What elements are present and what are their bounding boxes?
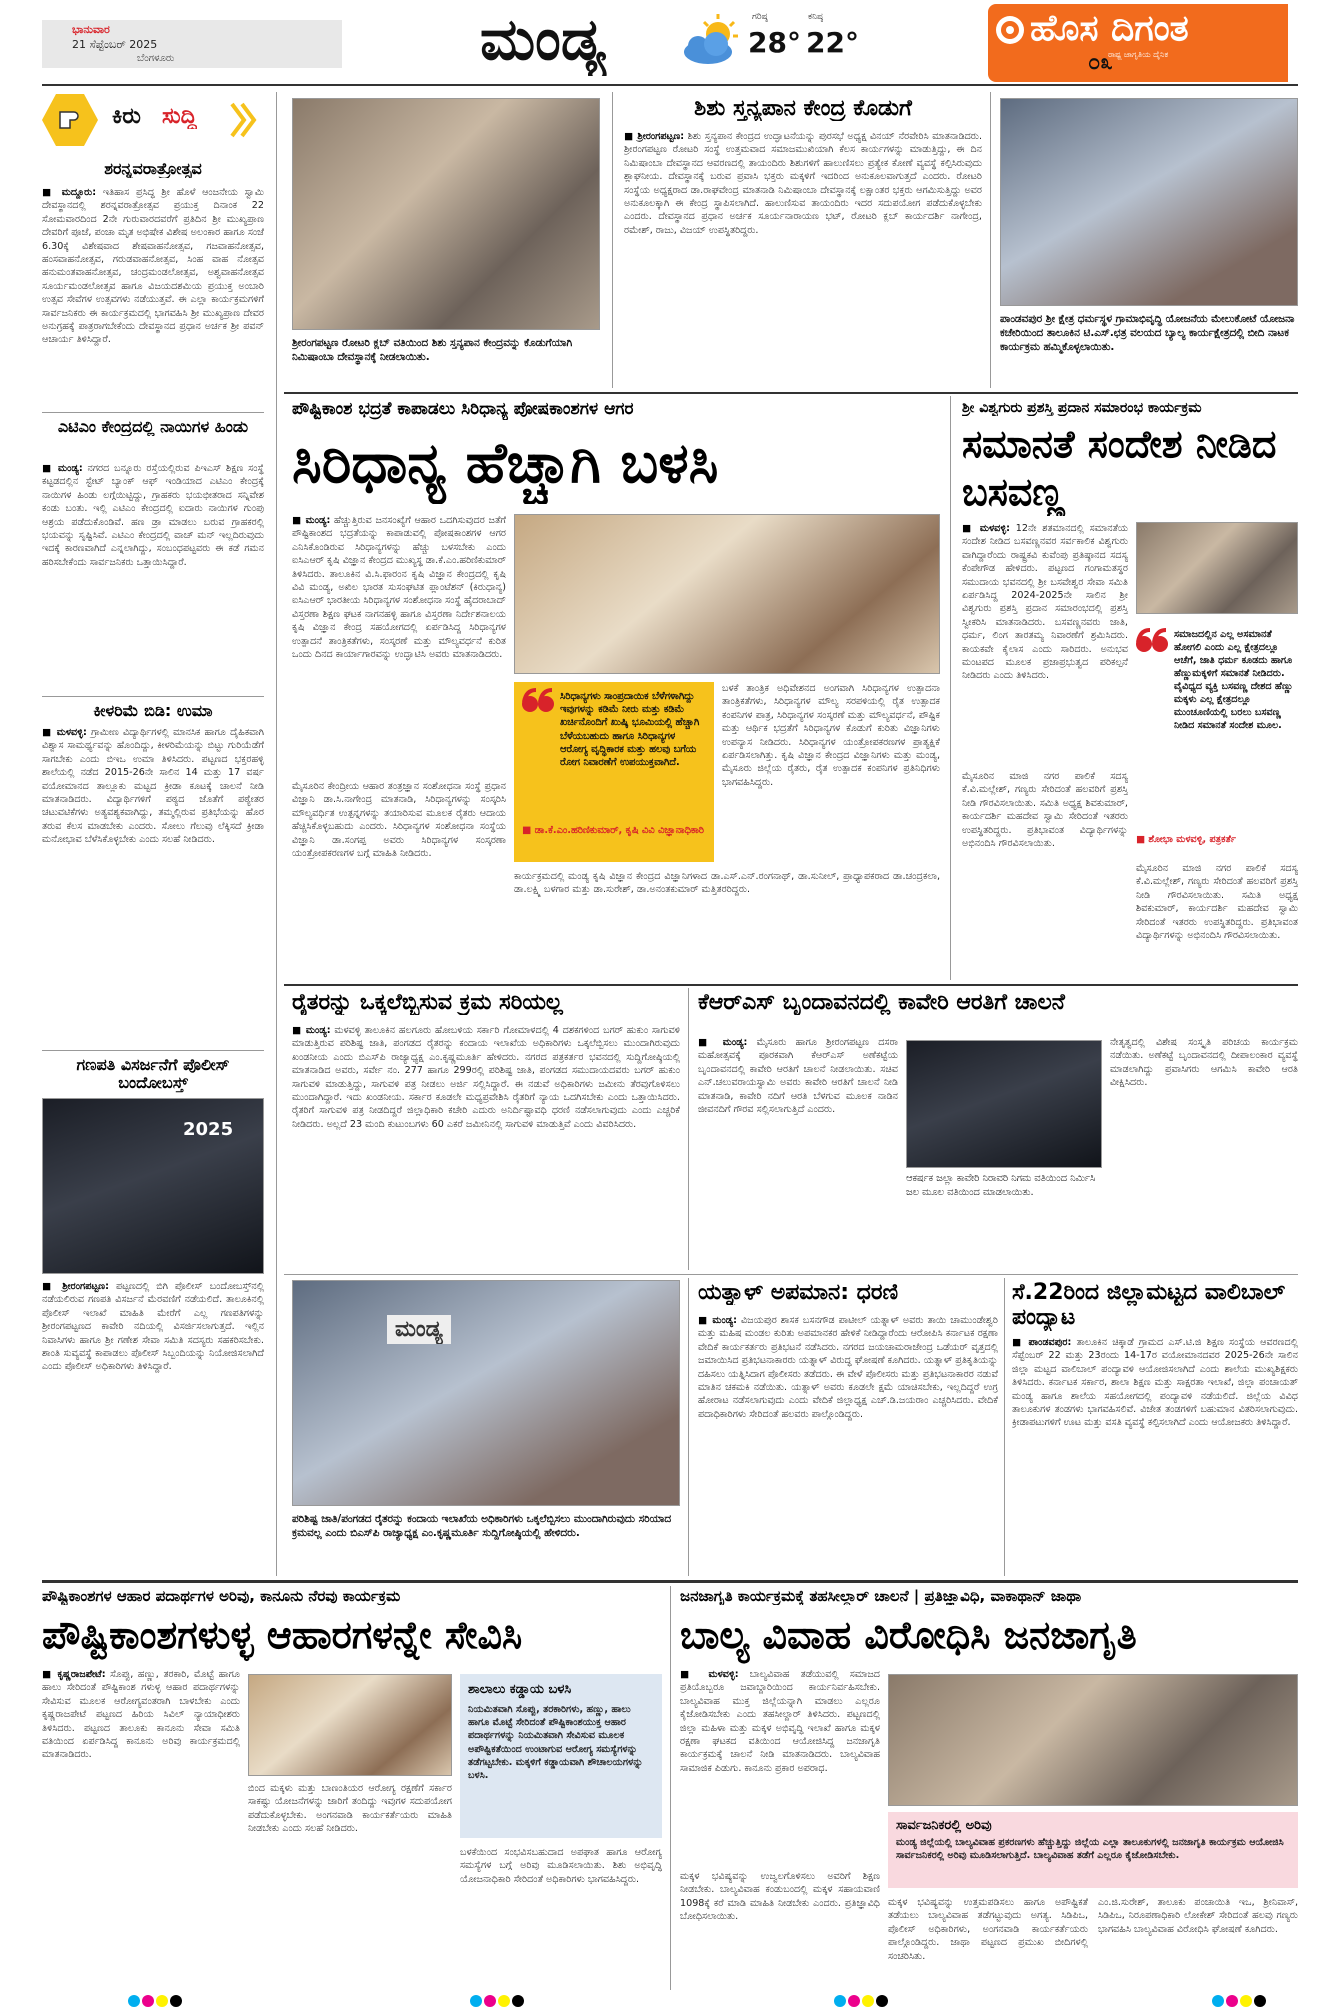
paper-tagline: ರಾಷ್ಟ್ರ ಜಾಗೃತಿಯ ದೈನಿಕ (1108, 50, 1169, 59)
ganapathi-photo-banner: 2025 (183, 1119, 234, 1140)
suddi-word: ಸುದ್ದಿ (162, 104, 197, 129)
reg-yellow (156, 1995, 168, 2007)
hand-icon (42, 92, 98, 148)
reg-cyan-4 (1212, 1995, 1224, 2007)
yatnal-body (698, 1314, 998, 1572)
yatnal-place: ■ ಮಂಡ್ಯ: (698, 1315, 737, 1326)
poushtika-place: ■ ಕೃಷ್ಣರಾಜಪೇಟೆ: (42, 1669, 106, 1680)
balya-text: ಬಾಲ್ಯವಿವಾಹ ತಡೆಯುವಲ್ಲಿ ಸಮಾಜದ ಪ್ರತಿಯೊಬ್ಬರೂ ಜವಾಬ್ದಾರಿಯಿಂದ ಕಾರ್ಯನಿರ್ವಹಿಸಬೇಕು. ಬಾಲ್ಯವಿವಾಹ ಮುಕ್ತ ಜಿಲ್ಲೆಯನ್ನಾಗಿ ಮಾಡಲು ಎಲ್ಲರೂ ಕೈಜೋಡಿಸಬೇಕು ಎಂದು ತಹಸೀಲ್ದಾರ್ ತಿಳಿಸಿದರು. ಪಟ್ಟಣದಲ್ಲಿ ಜಿಲ್ಲಾ ಮಹಿಳಾ ಮತ್ತು ಮಕ್ಕಳ ಅಭಿವೃದ್ಧಿ ಇಲಾಖೆ ಹಾಗೂ ಮಕ್ಕಳ ರಕ್ಷಣಾ ಘಟಕದ ವತಿಯಿಂದ ಆಯೋಜಿಸಿದ್ದ ಜನಜಾಗೃತಿ ಕಾರ್ಯಕ್ರಮಕ್ಕೆ ಚಾಲನೆ ನೀಡಿ ಮಾತನಾಡಿದರು. ಬಾಲ್ಯವಿವಾಹ ಸಾಮಾಜಿಕ ಪಿಡುಗು. ಕಾನೂನು ಪ್ರಕಾರ ಅಪರಾಧ. (680, 1669, 880, 1774)
krs-text: ಮೈಸೂರು ಹಾಗೂ ಶ್ರೀರಂಗಪಟ್ಟಣ ದಸರಾ ಮಹೋತ್ಸವಕ್ಕೆ ಪೂರಕವಾಗಿ ಕೆಆರ್‌ಎಸ್ ಅಣೆಕಟ್ಟೆಯ ಬೃಂದಾವನದಲ್ಲಿ ಕಾವೇರಿ ಆರತಿಗೆ ಚಾಲನೆ ನೀಡಲಾಯಿತು. ಸಚಿವ ಎನ್.ಚಲುವರಾಯಸ್ವಾಮಿ ಅವರು ಕಾವೇರಿ ಆರತಿಗೆ ಚಾಲನೆ ನೀಡಿ ಮಾತನಾಡಿ, ಕಾವೇರಿ ನದಿಗೆ ಆರತಿ ಬೆಳಗುವ ಮೂಲಕ ನಾಡಿನ ಜೀವನದಿಗೆ ಗೌರವ ಸಲ್ಲಿಸಲಾಗುತ್ತಿದೆ ಎಂದರು. (698, 1037, 898, 1116)
reg-cyan-3 (834, 1995, 846, 2007)
poushtika-text: ಸೊಪ್ಪು, ಹಣ್ಣು, ತರಕಾರಿ, ಮೊಟ್ಟೆ ಹಾಗೂ ಹಾಲು ಸೇರಿದಂತೆ ಪೌಷ್ಟಿಕಾಂಶ ಗಳುಳ್ಳ ಆಹಾರ ಪದಾರ್ಥಗಳನ್ನು ಸೇವಿಸುವ ಮೂಲಕ ಆರೋಗ್ಯವಂತರಾಗಿ ಬಾಳಬೇಕು ಎಂದು ಕೃಷ್ಣರಾಜಪೇಟೆ ಪಟ್ಟಣದ ಹಿರಿಯ ಸಿವಿಲ್ ನ್ಯಾಯಾಧೀಶರು ತಿಳಿಸಿದರು. ಪಟ್ಟಣದ ತಾಲೂಕು ಕಾನೂನು ಸೇವಾ ಸಮಿತಿ ವತಿಯಿಂದ ಏರ್ಪಡಿಸಿದ್ದ ಕಾನೂನು ಅರಿವು ಕಾರ್ಯಕ್ರಮದಲ್ಲಿ ಮಾತನಾಡಿದರು. (42, 1669, 240, 1761)
siri-quote-box (514, 682, 714, 862)
col-divider-4 (688, 988, 689, 1270)
balya-title: ಬಾಲ್ಯ ವಿವಾಹ ವಿರೋಧಿಸಿ ಜನಜಾಗೃತಿ (680, 1613, 1137, 1657)
siri-col2: ಬಳಕೆ ತಾಂತ್ರಿಕ ಅಧಿವೇಶನದ ಅಂಗವಾಗಿ ಸಿರಿಧಾನ್ಯಗಳ ಉತ್ಪಾದನಾ ತಾಂತ್ರಿಕತೆಗಳು, ಸಿರಿಧಾನ್ಯಗಳ ಮೌಲ್ಯ ಸರಪಳಿಯಲ್ಲಿ ರೈತ ಉತ್ಪಾದಕ ಕಂಪನಿಗಳ ಪಾತ್ರ, ಸಿರಿಧಾನ್ಯಗಳ ಸಂಸ್ಕರಣೆ ಮತ್ತು ಮೌಲ್ಯವರ್ಧನೆ, ಪೌಷ್ಟಿಕ ಮತ್ತು ಆರ್ಥಿಕ ಭದ್ರತೆಗೆ ಸಿರಿಧಾನ್ಯಗಳ ಕೊಡುಗೆ ಕುರಿತು ವಿಜ್ಞಾನಿಗಳು ಉಪನ್ಯಾಸ ನೀಡಿದರು. ಸಿರಿಧಾನ್ಯಗಳ ಯಂತ್ರೋಪಕರಣಗಳ ಪ್ರಾತ್ಯಕ್ಷಿಕೆ ಏರ್ಪಡಿಸಲಾಗಿತ್ತು. ಕೃಷಿ ವಿಜ್ಞಾನ ಕೇಂದ್ರದ ವಿಜ್ಞಾನಿಗಳು ಮತ್ತು ಮಂಡ್ಯ, ಮೈಸೂರು ಜಿಲ್ಲೆಯ ರೈತರು, ರೈತ ಉತ್ಪಾದಕ ಕಂಪನಿಗಳ ಪ್ರತಿನಿಧಿಗಳು ಭಾಗವಹಿಸಿದ್ದರು. (722, 683, 940, 788)
kiru-s4-place: ■ ಶ್ರೀರಂಗಪಟ್ಟಣ: (42, 1281, 109, 1292)
raitha-photo-sign: ಮಂಡ್ಯ (387, 1315, 451, 1344)
raitha-body (292, 1024, 680, 1266)
poushtika-body2: ಬಿಂದ ಮಕ್ಕಳು ಮತ್ತು ಬಾಣಂತಿಯರ ಆರೋಗ್ಯ ರಕ್ಷಣೆಗೆ ಸರ್ಕಾರ ಸಾಕಷ್ಟು ಯೋಜನೆಗಳನ್ನು ಜಾರಿಗೆ ತಂದಿದ್ದು ಇವುಗಳ ಸದುಪಯೋಗ ಪಡೆದುಕೊಳ್ಳಬೇಕು. ಅಂಗನವಾಡಿ ಕಾರ್ಯಕರ್ತೆಯರು ಮಾಹಿತಿ ನೀಡಬೇಕು ಎಂದು ಸಲಹೆ ನೀಡಿದರು. (248, 1783, 452, 1835)
kiru-s4-text: ಪಟ್ಟಣದಲ್ಲಿ ಬಿಗಿ ಪೊಲೀಸ್ ಬಂದೋಬಸ್ತ್‌ನಲ್ಲಿ ನಡೆಯಲಿರುವ ಗಣಪತಿ ವಿಸರ್ಜನೆ ಮೆರವಣಿಗೆ ನಡೆಯಲಿದೆ. ತಾಲೂಕಿನಲ್ಲಿ ಪೊಲೀಸ್ ಇಲಾಖೆ ಮಾಹಿತಿ ಮೇರೆಗೆ ಎಲ್ಲ ಗಣಪತಿಗಳನ್ನು ಶ್ರೀರಂಗಪಟ್ಟಣದ ಕಾವೇರಿ ನದಿಯಲ್ಲಿ ವಿಸರ್ಜಿಸಲಾಗುತ್ತದೆ. ಇಲ್ಲಿನ ನಿವಾಸಿಗಳು ಹಾಗೂ ಶ್ರೀ ಗಣೇಶ ಸೇವಾ ಸಮಿತಿ ಸದಸ್ಯರು ಸಹಕರಿಸಬೇಕು. ಶಾಂತಿ ಸುವ್ಯವಸ್ಥೆ ಕಾಪಾಡಲು ಪೊಲೀಸ್ ಸಿಬ್ಬಂದಿಯನ್ನು ನಿಯೋಜಿಸಲಾಗಿದೆ ಎಂದು ಪೊಲೀಸ್ ಅಧಿಕಾರಿಗಳು ತಿಳಿಸಿದ್ದಾರೆ. (42, 1281, 264, 1373)
reg-black (170, 1995, 182, 2007)
day-label: ಭಾನುವಾರ (72, 23, 110, 36)
yatnal-title: ಯತ್ನಾಳ್ ಅಪಮಾನ: ಧರಣಿ (698, 1280, 899, 1305)
min-temp-label: ಕನಿಷ್ಠ (808, 12, 824, 22)
col-divider-7 (670, 1586, 671, 1990)
rotary-photo (292, 98, 600, 330)
page-number: ೦೩ (1088, 50, 1113, 75)
reg-magenta-4 (1226, 1995, 1238, 2007)
reg-black-3 (876, 1995, 888, 2007)
kiru-s2-body (42, 462, 264, 690)
masthead (0, 0, 1339, 88)
date-label: 21 ಸೆಪ್ಟೆಂಬರ್ 2025 (72, 38, 158, 51)
row3-rule (284, 1274, 1298, 1275)
place-label: ಬೆಂಗಳೂರು (137, 53, 175, 64)
siri-quote-text: ಸಿರಿಧಾನ್ಯಗಳು ಸಾಂಪ್ರದಾಯಿಕ ಬೆಳೆಗಳಾಗಿದ್ದು ಇವುಗಳನ್ನು ಕಡಿಮೆ ನೀರು ಮತ್ತು ಕಡಿಮೆ ಖರ್ಚಿನೊಂದಿಗೆ ಖುಷ್ಕಿ ಭೂಮಿಯಲ್ಲಿ ಹೆಚ್ಚಾಗಿ ಬೆಳೆಯಬಹುದು ಹಾಗೂ ಸಿರಿಧಾನ್ಯಗಳ ಆರೋಗ್ಯ ವೃದ್ಧಿಕಾರಕ ಮತ್ತು ಹಲವು ಬಗೆಯ ರೋಗ ನಿವಾರಣೆಗೆ ಉಪಯುಕ್ತವಾಗಿದೆ. (560, 691, 700, 769)
siri-col1-text: ಹೆಚ್ಚುತ್ತಿರುವ ಜನಸಂಖ್ಯೆಗೆ ಆಹಾರ ಒದಗಿಸುವುದರ ಜತೆಗೆ ಪೌಷ್ಟಿಕಾಂಶದ ಭದ್ರತೆಯನ್ನು ಕಾಪಾಡುವಲ್ಲಿ ಪೋಷಕಾಂಶಗಳ ಆಗರ ಎನಿಸಿಕೊಂಡಿರುವ ಸಿರಿಧಾನ್ಯಗಳನ್ನು ಹೆಚ್ಚು ಬಳಸಬೇಕು ಎಂದು ಐಸಿಎಆರ್ ಕೃಷಿ ವಿಜ್ಞಾನ ಕೇಂದ್ರದ ಮುಖ್ಯಸ್ಥ ಡಾ.ಕೆ.ಎಂ.ಹರಿಣಿಕುಮಾರ್ ತಿಳಿಸಿದರು. ತಾಲೂಕಿನ ವಿ.ಸಿ.ಫಾರಂನ ಕೃಷಿ ವಿಜ್ಞಾನ ಕೇಂದ್ರದಲ್ಲಿ ಕೃಷಿ ವಿವಿ ಮಂಡ್ಯ, ಅಖಿಲ ಭಾರತ ಸುಸಂಘಟಿತ ಪ್ಲಾಂಟೆಶನ್ (ಕಿರುಧಾನ್ಯ) ಐಸಿಎಆರ್ ಭಾರತೀಯ ಸಿರಿಧಾನ್ಯಗಳ ಸಂಶೋಧನಾ ಸಂಸ್ಥೆ ಹೈದರಾಬಾದ್ ವಿಸ್ತರಣಾ ಶಿಕ್ಷಣ ಘಟಕ ನಾಗನಹಳ್ಳಿ ಹಾಗೂ ವಿಸ್ತರಣಾ ನಿರ್ದೇಶನಾಲಯ ಕೃಷಿ ವಿಜ್ಞಾನ ಕೇಂದ್ರ ಸಹಯೋಗದಲ್ಲಿ ಏರ್ಪಡಿಸಿದ್ದ ಸಿರಿಧಾನ್ಯಗಳ ಉತ್ಪಾದನೆ ತಾಂತ್ರಿಕತೆಗಳು, ಸಂಸ್ಕರಣೆ ಮತ್ತು ಮೌಲ್ಯವರ್ಧನೆ ಕುರಿತ ಒಂದು ದಿನದ ಕಾರ್ಯಾಗಾರವನ್ನು ಉದ್ಘಾಟಿಸಿ ಅವರು ಮಾತನಾಡಿದರು. (292, 515, 506, 661)
kiru-rule-2 (42, 696, 264, 697)
poushtika-kicker: ಪೌಷ್ಟಿಕಾಂಶಗಳ ಆಹಾರ ಪದಾರ್ಥಗಳ ಅರಿವು, ಕಾನೂನು ನೆರವು ಕಾರ್ಯಕ್ರಮ (42, 1588, 401, 1605)
reg-magenta-3 (848, 1995, 860, 2007)
reg-cyan (128, 1995, 140, 2007)
volley-text: ತಾಲೂಕಿನ ಚಿಕ್ಕಾಡೆ ಗ್ರಾಮದ ಎಸ್.ಟಿ.ಜಿ ಶಿಕ್ಷಣ ಸಂಸ್ಥೆಯ ಆವರಣದಲ್ಲಿ ಸೆಪ್ಟೆಂಬರ್ 22 ಮತ್ತು 23ರಂದು 14-17ರ ವಯೋಮಾನದವರ 2025-26ನೇ ಸಾಲಿನ ಜಿಲ್ಲಾ ಮಟ್ಟದ ವಾಲಿಬಾಲ್ ಪಂದ್ಯಾವಳಿ ಆಯೋಜಿಸಲಾಗಿದೆ ಎಂದು ಶಾಲೆಯ ಮುಖ್ಯಶಿಕ್ಷಕರು ತಿಳಿಸಿದರು. ಕರ್ನಾಟಕ ಸರ್ಕಾರ, ಶಾಲಾ ಶಿಕ್ಷಣ ಮತ್ತು ಸಾಕ್ಷರತಾ ಇಲಾಖೆ, ಜಿಲ್ಲಾ ಪಂಚಾಯತ್ ಮಂಡ್ಯ ಹಾಗೂ ಶಾಲೆಯ ಸಹಯೋಗದಲ್ಲಿ ಪಂದ್ಯಾವಳಿ ನಡೆಯಲಿದೆ. ಜಿಲ್ಲೆಯ ವಿವಿಧ ತಾಲೂಕುಗಳ ತಂಡಗಳು ಭಾಗವಹಿಸಲಿವೆ. ವಿಜೇತ ತಂಡಗಳಿಗೆ ಬಹುಮಾನ ವಿತರಿಸಲಾಗುವುದು. ಕ್ರೀಡಾಪಟುಗಳಿಗೆ ಊಟ ಮತ್ತು ವಸತಿ ವ್ಯವಸ್ಥೆ ಕಲ್ಪಿಸಲಾಗಿದೆ ಎಂದು ಆಯೋಜಕರು ತಿಳಿಸಿದ್ದಾರೆ. (1012, 1337, 1298, 1429)
balya-body (680, 1668, 880, 1864)
poushtika-box-body: ನಿಯಮಿತವಾಗಿ ಸೊಪ್ಪು, ತರಕಾರಿಗಳು, ಹಣ್ಣು, ಹಾಲು ಹಾಗೂ ಮೊಟ್ಟೆ ಸೇರಿದಂತೆ ಪೌಷ್ಟಿಕಾಂಶಯುಕ್ತ ಆಹಾರ ಪದಾರ್ಥಗಳನ್ನು ನಿಯಮಿತವಾಗಿ ಸೇವಿಸುವ ಮೂಲಕ ಅಪೌಷ್ಟಿಕತೆಯಿಂದ ಉಂಟಾಗುವ ಆರೋಗ್ಯ ಸಮಸ್ಯೆಗಳನ್ನು ತಡೆಗಟ್ಟಬೇಕು. ಮಕ್ಕಳಿಗೆ ಕಡ್ಡಾಯವಾಗಿ ಶೌಚಾಲಯಗಳನ್ನು ಬಳಸಿ. (468, 1704, 643, 1782)
poushtika-box (460, 1674, 662, 1838)
samanathe-place: ■ ಮಳವಳ್ಳಿ: (962, 523, 1010, 534)
krs-caption: ಆಕರ್ಷಕ ಜಲ್ಲಾ ಕಾವೇರಿ ನಿರಾವರಿ ನಿಗಮ ವತಿಯಿಂದ ನಿರ್ಮಿಸಿ ಜಲ ಮೂಲ ವತಿಯಿಂದ ಮಾಡಲಾಯಿತು. (906, 1173, 1096, 1198)
kiru-s1-body (42, 186, 264, 408)
max-temp: 28° (748, 26, 801, 59)
rotary-caption: ಶ್ರೀರಂಗಪಟ್ಟಣ ರೋಟರಿ ಕ್ಲಬ್ ವತಿಯಿಂದ ಶಿಶು ಸ್ತನ್ಯಪಾನ ಕೇಂದ್ರವನ್ನು ಕೊಡುಗೆಯಾಗಿ ನಿಮಿಷಾಂಬಾ ದೇವಸ್ಥಾನಕ್ಕೆ ನೀಡಲಾಯಿತು. (292, 337, 573, 363)
reg-cyan-2 (470, 1995, 482, 2007)
reg-yellow-3 (862, 1995, 874, 2007)
kiru-badge (42, 92, 260, 148)
kiru-rule-1 (42, 412, 264, 413)
row1-rule (284, 392, 1298, 394)
kiru-s3-place: ■ ಮಳವಳ್ಳಿ: (42, 727, 87, 738)
masthead-rule (42, 84, 1298, 86)
raitha-place: ■ ಮಂಡ್ಯ: (292, 1025, 331, 1036)
paper-name: ಹೊಸ ದಿಗಂತ (1030, 8, 1189, 49)
samanathe-kicker: ಶ್ರೀ ವಿಶ್ವಗುರು ಪ್ರಶಸ್ತಿ ಪ್ರದಾನ ಸಮಾರಂಭ ಕಾರ್ಯಕ್ರಮ (962, 400, 1202, 416)
raitha-text: ಮಳವಳ್ಳಿ ತಾಲೂಕಿನ ಹಲಗೂರು ಹೋಬಳಿಯ ಸರ್ಕಾರಿ ಗೋಮಾಳದಲ್ಲಿ 4 ದಶಕಗಳಿಂದ ಬಗರ್ ಹುಕುಂ ಸಾಗುವಳಿ ಮಾಡುತ್ತಿರುವ ಪರಿಶಿಷ್ಟ ಜಾತಿ, ಪಂಗಡದ ರೈತರನ್ನು ಕಂದಾಯ ಇಲಾಖೆಯ ಅಧಿಕಾರಿಗಳು ಒಕ್ಕಲೆಬ್ಬಿಸಲು ಮುಂದಾಗಿರುವುದು ಖಂಡನೀಯ ಎಂದು ಬಿಎಸ್‌ಪಿ ರಾಜ್ಯಾಧ್ಯಕ್ಷ ಎಂ.ಕೃಷ್ಣಮೂರ್ತಿ ಹೇಳಿದರು. ನಗರದ ಪತ್ರಕರ್ತರ ಭವನದಲ್ಲಿ ಸುದ್ದಿಗೋಷ್ಠಿಯಲ್ಲಿ ಮಾತನಾಡಿದ ಅವರು, ಸರ್ವೇ ನಂ. 277 ಹಾಗೂ 299ರಲ್ಲಿ ಪರಿಶಿಷ್ಟ ಜಾತಿ, ಪಂಗಡದ ಸಮುದಾಯದವರು ಬಗರ್ ಹುಕುಂ ಸಾಗುವಳಿ ಮಾಡುತ್ತಿದ್ದು, ಸಾಗುವಳಿ ಪತ್ರ ನೀಡಲು ಅರ್ಜಿ ಸಲ್ಲಿಸಿದ್ದಾರೆ. ಈ ನಡುವೆ ಅಧಿಕಾರಿಗಳು ಜಮೀನು ತೆರವುಗೊಳಿಸಲು ಮುಂದಾಗಿದ್ದಾರೆ. ಇದು ಖಂಡನೀಯ. ಸರ್ಕಾರ ಕೂಡಲೇ ಮಧ್ಯಪ್ರವೇಶಿಸಿ ರೈತರಿಗೆ ನ್ಯಾಯ ಒದಗಿಸಬೇಕು ಎಂದು ಒತ್ತಾಯಿಸಿದರು. ರೈತರಿಗೆ ಸಾಗುವಳಿ ಪತ್ರ ನೀಡದಿದ್ದರೆ ಜಿಲ್ಲಾಧಿಕಾರಿ ಕಚೇರಿ ಎದುರು ಅನಿರ್ದಿಷ್ಟಾವಧಿ ಧರಣಿ ನಡೆಸಲಾಗುವುದು ಎಂದು ಎಚ್ಚರಿಕೆ ನೀಡಿದರು. ಅಲ್ಲದೆ 23 ಮಂದಿ ಕುಟುಂಬಗಳು 60 ಎಕರೆ ಜಮೀನಿನಲ್ಲಿ ಸಾಗುವಳಿ ಮಾಡುತ್ತಿವೆ ಎಂದು ವಿವರಿಸಿದರು. (292, 1025, 680, 1130)
paper-logo (988, 4, 1288, 82)
col-divider-1 (612, 92, 613, 388)
samanathe-body2: ಮೈಸೂರಿನ ಮಾಜಿ ನಗರ ಪಾಲಿಕೆ ಸದಸ್ಯ ಕೆ.ವಿ.ಮಲ್ಲೇಶ್, ಗಣ್ಯರು ಸೇರಿದಂತೆ ಹಲವರಿಗೆ ಪ್ರಶಸ್ತಿ ನೀಡಿ ಗೌರವಿಸಲಾಯಿತು. ಸಮಿತಿ ಅಧ್ಯಕ್ಷ ಶಿವಕುಮಾರ್, ಕಾರ್ಯದರ್ಶಿ ಮಹದೇವ ಸ್ವಾಮಿ ಸೇರಿದಂತೆ ಇತರರು ಉಪಸ್ಥಿತರಿದ್ದರು. ಪ್ರತಿಭಾವಂತ ವಿದ್ಯಾರ್ಥಿಗಳನ್ನು ಅಭಿನಂದಿಸಿ ಗೌರವಿಸಲಾಯಿತು. (962, 771, 1128, 850)
krs-place: ■ ಮಂಡ್ಯ: (698, 1037, 748, 1048)
shishu-place: ■ ಶ್ರೀರಂಗಪಟ್ಟಣ: (624, 131, 685, 142)
siri-place: ■ ಮಂಡ್ಯ: (292, 515, 331, 526)
siri-photo (514, 514, 940, 674)
poushtika-title: ಪೌಷ್ಟಿಕಾಂಶಗಳುಳ್ಳ ಆಹಾರಗಳನ್ನೇ ಸೇವಿಸಿ (42, 1613, 523, 1657)
siri-col2b: ಕಾರ್ಯಕ್ರಮದಲ್ಲಿ ಮಂಡ್ಯ ಕೃಷಿ ವಿಜ್ಞಾನ ಕೇಂದ್ರದ ವಿಜ್ಞಾನಿಗಳಾದ ಡಾ.ಎಸ್.ಎನ್.ರಂಗನಾಥ್, ಡಾ.ಸುನೀಲ್, ಪ್ರಾಧ್ಯಾಪಕರಾದ ಡಾ.ಚಂದ್ರಕಲಾ, ಡಾ.ಲಕ್ಷ್ಮಿ ಬಳಗಾರ ಮತ್ತು ಡಾ.ಸುರೇಶ್, ಡಾ.ಅನಂತಕುಮಾರ್ ಮತ್ತಿತರರಿದ್ದರು. (514, 871, 940, 896)
samanathe-quote (1136, 622, 1298, 854)
col-divider-3 (950, 396, 951, 980)
samanathe-quote-text: ಸಮಾಜದಲ್ಲಿನ ಎಲ್ಲ ಅಸಮಾನತೆ ಹೋಗಲಿ ಎಂದು ಎಲ್ಲ ಕ್ಷೇತ್ರದಲ್ಲೂ ಆಚೆಗೆ, ಜಾತಿ ಧರ್ಮ ಕೂಡದು ಹಾಗೂ ಹೆಣ್ಣುಮಕ್ಕಳಿಗೆ ಸಮಾನತೆ ನೀಡಿದರು. ವೈವಿಧ್ಯದ ವ್ಯಕ್ತಿ ಬಸವಣ್ಣ ದೇಶದ ಹೆಣ್ಣು ಮಕ್ಕಳು ಎಲ್ಲ ಕ್ಷೇತ್ರದಲ್ಲೂ ಮುಂಚೂಣಿಯಲ್ಲಿ ಬರಲು ಬಸವಣ್ಣ ನೀಡಿದ ಸಮಾನತೆ ಸಂದೇಶ ಮೂಲ. (1174, 629, 1294, 731)
yatnal-text: ವಿಜಯಪುರ ಶಾಸಕ ಬಸನಗೌಡ ಪಾಟೀಲ್ ಯತ್ನಾಳ್ ಅವರು ತಾಯಿ ಚಾಮುಂಡೇಶ್ವರಿ ಮತ್ತು ಮಹಿಷ ಮಂಡಲ ಕುರಿತು ಅಪಮಾನಕರ ಹೇಳಿಕೆ ನೀಡಿದ್ದಾರೆಂದು ಆರೋಪಿಸಿ ಕರ್ನಾಟಕ ರಕ್ಷಣಾ ವೇದಿಕೆ ಕಾರ್ಯಕರ್ತರು ಪ್ರತಿಭಟನೆ ನಡೆಸಿದರು. ನಗರದ ಜಯಚಾಮರಾಜೇಂದ್ರ ಒಡೆಯರ್ ವೃತ್ತದಲ್ಲಿ ಜಮಾಯಿಸಿದ ಪ್ರತಿಭಟನಾಕಾರರು ಯತ್ನಾಳ್ ವಿರುದ್ಧ ಘೋಷಣೆ ಕೂಗಿದರು. ಯತ್ನಾಳ್ ಪ್ರತಿಕೃತಿಯನ್ನು ದಹಿಸಲು ಯತ್ನಿಸಿದಾಗ ಪೊಲೀಸರು ತಡೆದರು. ಈ ವೇಳೆ ಪೊಲೀಸರು ಮತ್ತು ಪ್ರತಿಭಟನಾಕಾರರ ನಡುವೆ ಮಾತಿನ ಚಕಮಕಿ ನಡೆಯಿತು. ಯತ್ನಾಳ್ ಅವರು ಕೂಡಲೇ ಕ್ಷಮೆ ಯಾಚಿಸಬೇಕು, ಇಲ್ಲದಿದ್ದರೆ ಉಗ್ರ ಹೋರಾಟ ನಡೆಸಲಾಗುವುದು ಎಂದು ವೇದಿಕೆ ಜಿಲ್ಲಾಧ್ಯಕ್ಷ ಎಚ್.ಡಿ.ಜಯರಾಂ ಎಚ್ಚರಿಸಿದರು. ವೇದಿಕೆ ಪದಾಧಿಕಾರಿಗಳು ಸೇರಿದಂತೆ ಹಲವರು ಪಾಲ್ಗೊಂಡಿದ್ದರು. (698, 1315, 998, 1420)
dharmasthala-caption: ಪಾಂಡವಪುರ ಶ್ರೀ ಕ್ಷೇತ್ರ ಧರ್ಮಸ್ಥಳ ಗ್ರಾಮಾಭಿವೃದ್ಧಿ ಯೋಜನೆಯ ಮೇಲುಕೋಟೆ ಯೋಜನಾ ಕಚೇರಿಯಿಂದ ತಾಲೂಕಿನ ಟಿ.ಎಸ್.ಛತ್ರ ವಲಯದ ಬ್ಯಾಲ್ಯ ಕಾರ್ಯಕ್ಷೇತ್ರದಲ್ಲಿ ಬೀದಿ ನಾಟಕ ಕಾರ್ಯಕ್ರಮ ಹಮ್ಮಿಕೊಳ್ಳಲಾಯಿತು. (1000, 313, 1295, 353)
volley-body (1012, 1336, 1298, 1572)
krs-body2: ನೇತೃತ್ವದಲ್ಲಿ ವಿಶೇಷ ಸಂಸ್ಕೃತಿ ಪರಿಚಯ ಕಾರ್ಯಕ್ರಮ ನಡೆಯಿತು. ಅಣೆಕಟ್ಟೆ ಬೃಂದಾವನದಲ್ಲಿ ದೀಪಾಲಂಕಾರ ವ್ಯವಸ್ಥೆ ಮಾಡಲಾಗಿದ್ದು ಪ್ರವಾಸಿಗರು ಆಗಮಿಸಿ ಕಾವೇರಿ ಆರತಿ ವೀಕ್ಷಿಸಿದರು. (1110, 1037, 1298, 1089)
raitha-photo (292, 1280, 680, 1506)
reg-yellow-4 (1240, 1995, 1252, 2007)
reg-magenta (142, 1995, 154, 2007)
balya-photo (888, 1674, 1298, 1806)
balya-body2: ಮಕ್ಕಳ ಭವಿಷ್ಯವನ್ನು ಉಜ್ವಲಗೊಳಿಸಲು ಅವರಿಗೆ ಶಿಕ್ಷಣ ನೀಡಬೇಕು. ಬಾಲ್ಯವಿವಾಹ ಕಂಡುಬಂದಲ್ಲಿ ಮಕ್ಕಳ ಸಹಾಯವಾಣಿ 1098ಕ್ಕೆ ಕರೆ ಮಾಡಿ ಮಾಹಿತಿ ನೀಡಬೇಕು ಎಂದರು. ಪ್ರತಿಜ್ಞಾವಿಧಿ ಬೋಧಿಸಲಾಯಿತು. (680, 1871, 880, 1923)
kiru-s1-title: ಶರನ್ನವರಾತ್ರೋತ್ಸವ (104, 160, 202, 178)
balya-box-title: ಸಾರ್ವಜನಿಕರಲ್ಲಿ ಅರಿವು (896, 1818, 992, 1833)
balya-box-body: ಮಂಡ್ಯ ಜಿಲ್ಲೆಯಲ್ಲಿ ಬಾಲ್ಯವಿವಾಹ ಪ್ರಕರಣಗಳು ಹೆಚ್ಚುತ್ತಿದ್ದು ಜಿಲ್ಲೆಯ ಎಲ್ಲಾ ತಾಲೂಕುಗಳಲ್ಲಿ ಜನಜಾಗೃತಿ ಕಾರ್ಯಕ್ರಮ ಆಯೋಜಿಸಿ ಸಾರ್ವಜನಿಕರಲ್ಲಿ ಅರಿವು ಮೂಡಿಸಲಾಗುತ್ತಿದೆ. ಬಾಲ್ಯವಿವಾಹ ತಡೆಗೆ ಎಲ್ಲರೂ ಕೈಜೋಡಿಸಬೇಕು. (896, 1837, 1284, 1861)
chevrons-icon (228, 100, 258, 140)
min-temp: 22° (806, 26, 859, 59)
raitha-title: ರೈತರನ್ನು ಒಕ್ಕಲೆಬ್ಬಿಸುವ ಕ್ರಮ ಸರಿಯಲ್ಲ (292, 990, 563, 1015)
kiru-s1-place: ■ ಮದ್ದೂರು: (42, 187, 97, 198)
kiru-s2-text: ನಗರದ ಬನ್ನೂರು ರಸ್ತೆಯಲ್ಲಿರುವ ಪಿಇಎಸ್ ಶಿಕ್ಷಣ ಸಂಸ್ಥೆ ಕಟ್ಟಡದಲ್ಲಿನ ಸ್ಟೇಟ್ ಬ್ಯಾಂಕ್ ಆಫ್ ಇಂಡಿಯಾದ ಎಟಿಎಂ ಕೇಂದ್ರಕ್ಕೆ ನಾಯಿಗಳ ಹಿಂಡು ಲಗ್ಗೆಯಿಟ್ಟಿದ್ದು, ಗ್ರಾಹಕರು ಭಯಭೀತರಾದ ಸನ್ನಿವೇಶ ಕಂಡು ಬಂತು. ಇಲ್ಲಿ ಎಟಿಎಂ ಕೇಂದ್ರದಲ್ಲಿ ಐದಾರು ನಾಯಿಗಳ ಗುಂಪು ಆಶ್ರಯ ಪಡೆದುಕೊಂಡಿವೆ. ಹಣ ಡ್ರಾ ಮಾಡಲು ಬರುವ ಗ್ರಾಹಕರಲ್ಲಿ ಭಯವನ್ನು ಸೃಷ್ಟಿಸಿವೆ. ಎಟಿಎಂ ಕೇಂದ್ರದಲ್ಲಿ ವಾಚ್ ಮನ್ ಇಲ್ಲದಿರುವುದು ಇದಕ್ಕೆ ಕಾರಣವಾಗಿದೆ ಎನ್ನಲಾಗಿದ್ದು, ಸಂಬಂಧಪಟ್ಟವರು ಈ ಕಡೆ ಗಮನ ಹರಿಸಬೇಕೆಂದು ಸಾರ್ವಜನಿಕರು ಒತ್ತಾಯಿಸಿದ್ದಾರೆ. (42, 463, 264, 568)
kiru-word: ಕಿರು (112, 104, 141, 129)
dharmasthala-photo (1000, 98, 1298, 306)
balya-place: ■ ಮಳವಳ್ಳಿ: (680, 1669, 739, 1680)
row2-rule (284, 984, 1298, 986)
poushtika-body (42, 1668, 240, 1988)
col-divider-5 (688, 1278, 689, 1576)
krs-body (698, 1036, 898, 1266)
siri-quote-by: ■ ಡಾ.ಕೆ.ಎಂ.ಹರಿಣಿಕುಮಾರ್, ಕೃಷಿ ವಿವಿ ವಿಜ್ಞಾನಾಧಿಕಾರಿ (522, 825, 704, 836)
shishu-title: ಶಿಶು ಸ್ತನ್ಯಪಾನ ಕೇಂದ್ರ ಕೊಡುಗೆ (694, 96, 912, 121)
logo-emblem-icon (996, 16, 1024, 44)
krs-title: ಕೆಆರ್‌ಎಸ್ ಬೃಂದಾವನದಲ್ಲಿ ಕಾವೇರಿ ಆರತಿಗೆ ಚಾಲನೆ (698, 990, 1065, 1015)
balya-kicker: ಜನಜಾಗೃತಿ ಕಾರ್ಯಕ್ರಮಕ್ಕೆ ತಹಸೀಲ್ದಾರ್ ಚಾಲನೆ | ಪ್ರತಿಜ್ಞಾವಿಧಿ, ವಾಕಾಥಾನ್ ಜಾಥಾ (680, 1588, 1082, 1605)
reg-black-4 (1254, 1995, 1266, 2007)
reg-yellow-2 (498, 1995, 510, 2007)
krs-photo (906, 1040, 1102, 1168)
kiru-rule-3 (42, 1050, 264, 1051)
balya-body4: ಎಂ.ಜಿ.ಸುರೇಶ್, ತಾಲೂಕು ಪಂಚಾಯಿತಿ ಇಒ, ಶ್ರೀನಿವಾಸ್, ಸಿಡಿಪಿಒ, ನಿರೂಪಣಾಧಿಕಾರಿ ಲೋಕೇಶ್ ಸೇರಿದಂತೆ ಹಲವು ಗಣ್ಯರು ಭಾಗವಹಿಸಿ ಬಾಲ್ಯವಿವಾಹ ವಿರೋಧಿಸಿ ಘೋಷಣೆ ಕೂಗಿದರು. (1098, 1897, 1298, 1935)
samanathe-photo (1136, 522, 1298, 614)
shishu-body (624, 130, 982, 384)
samanathe-body3: ಮೈಸೂರಿನ ಮಾಜಿ ನಗರ ಪಾಲಿಕೆ ಸದಸ್ಯ ಕೆ.ವಿ.ಮಲ್ಲೇಶ್, ಗಣ್ಯರು ಸೇರಿದಂತೆ ಹಲವರಿಗೆ ಪ್ರಶಸ್ತಿ ನೀಡಿ ಗೌರವಿಸಲಾಯಿತು. ಸಮಿತಿ ಅಧ್ಯಕ್ಷ ಶಿವಕುಮಾರ್, ಕಾರ್ಯದರ್ಶಿ ಮಹದೇವ ಸ್ವಾಮಿ ಸೇರಿದಂತೆ ಇತರರು ಉಪಸ್ಥಿತರಿದ್ದರು. ಪ್ರತಿಭಾವಂತ ವಿದ್ಯಾರ್ಥಿಗಳನ್ನು ಅಭಿನಂದಿಸಿ ಗೌರವಿಸಲಾಯಿತು. (1136, 863, 1298, 942)
balya-body3: ಮಕ್ಕಳ ಭವಿಷ್ಯವನ್ನು ಉತ್ತಮಪಡಿಸಲು ಹಾಗೂ ಅಪೌಷ್ಟಿಕತೆ ತಡೆಯಲು ಬಾಲ್ಯವಿವಾಹ ತಡೆಗಟ್ಟುವುದು ಅಗತ್ಯ. ಸಿಡಿಪಿಒ, ಪೊಲೀಸ್ ಅಧಿಕಾರಿಗಳು, ಅಂಗನವಾಡಿ ಕಾರ್ಯಕರ್ತೆಯರು ಪಾಲ್ಗೊಂಡಿದ್ದರು. ಜಾಥಾ ಪಟ್ಟಣದ ಪ್ರಮುಖ ಬೀದಿಗಳಲ್ಲಿ ಸಂಚರಿಸಿತು. (888, 1897, 1088, 1962)
balya-box (888, 1812, 1298, 1888)
siri-col1b: ಮೈಸೂರಿನ ಕೇಂದ್ರೀಯ ಆಹಾರ ತಂತ್ರಜ್ಞಾನ ಸಂಶೋಧನಾ ಸಂಸ್ಥೆ ಪ್ರಧಾನ ವಿಜ್ಞಾನಿ ಡಾ.ಸಿ.ನಾಗೇಂದ್ರ ಮಾತನಾಡಿ, ಸಿರಿಧಾನ್ಯಗಳನ್ನು ಸಂಸ್ಕರಿಸಿ ಮೌಲ್ಯವರ್ಧಿತ ಉತ್ಪನ್ನಗಳನ್ನು ತಯಾರಿಸುವ ಮೂಲಕ ರೈತರು ಆದಾಯ ಹೆಚ್ಚಿಸಿಕೊಳ್ಳಬಹುದು ಎಂದರು. ಸಿರಿಧಾನ್ಯಗಳ ಸಂಶೋಧನಾ ಸಂಸ್ಥೆಯ ವಿಜ್ಞಾನಿ ಡಾ.ಸಂಗಪ್ಪ ಅವರು ಸಿರಿಧಾನ್ಯಗಳ ಸಂಸ್ಕರಣಾ ಯಂತ್ರೋಪಕರಣಗಳ ಬಗ್ಗೆ ಮಾಹಿತಿ ನೀಡಿದರು. (292, 780, 506, 976)
shishu-text: ಶಿಶು ಸ್ತನ್ಯಪಾನ ಕೇಂದ್ರದ ಉದ್ಘಾಟನೆಯನ್ನು ಪುರಸಭೆ ಅಧ್ಯಕ್ಷ ವಿನಯ್ ನೆರವೇರಿಸಿ ಮಾತನಾಡಿದರು. ಶ್ರೀರಂಗಪಟ್ಟಣ ರೋಟರಿ ಸಂಸ್ಥೆ ಉತ್ತಮವಾದ ಸಮಾಜಮುಖಿಯಾಗಿ ಕೆಲಸ ಕಾರ್ಯಗಳನ್ನು ಮಾಡುತ್ತಿದ್ದು, ಈ ದಿನ ನಿಮಿಷಾಂಬಾ ದೇವಸ್ಥಾನದ ಆವರಣದಲ್ಲಿ ತಾಯಂದಿರು ಶಿಶುಗಳಿಗೆ ಹಾಲುಣಿಸಲು ಪ್ರತ್ಯೇಕ ಕೋಣೆ ವ್ಯವಸ್ಥೆ ಕಲ್ಪಿಸಿರುವುದು ಶ್ಲಾಘನೀಯ. ದೇವಸ್ಥಾನಕ್ಕೆ ಬರುವ ಪ್ರವಾಸಿ ಭಕ್ತರು ಮಕ್ಕಳಿಗೆ ಇದರಿಂದ ಅನುಕೂಲವಾಗುತ್ತದೆ ಎಂದರು. ರೋಟರಿ ಸಂಸ್ಥೆಯ ಅಧ್ಯಕ್ಷರಾದ ಡಾ.ರಾಘವೇಂದ್ರ ಮಾತನಾಡಿ ನಿಮಿಷಾಂಬಾ ದೇವಸ್ಥಾನಕ್ಕೆ ಲಕ್ಷಾಂತರ ಭಕ್ತರು ಆಗಮಿಸುತ್ತಿದ್ದು ಅವರ ಅನುಕೂಲಕ್ಕಾಗಿ ಈ ಕೇಂದ್ರ ಸ್ಥಾಪಿಸಲಾಗಿದೆ. ಹಾಲುಣಿಸುವ ತಾಯಂದಿರು ಇದರ ಸದುಪಯೋಗ ಪಡೆದುಕೊಳ್ಳಬೇಕು ಎಂದರು. ದೇವಸ್ಥಾನದ ಪ್ರಧಾನ ಅರ್ಚಕ ಸೂರ್ಯನಾರಾಯಣ ಭಟ್, ರೋಟರಿ ಕ್ಲಬ್ ಕಾರ್ಯದರ್ಶಿ ನಾಗೇಂದ್ರ, ರಮೇಶ್, ರಾಜು, ವಿಜಯ್ ಉಪಸ್ಥಿತರಿದ್ದರು. (624, 131, 982, 236)
col-divider-2 (990, 92, 991, 388)
reg-magenta-2 (484, 1995, 496, 2007)
bottom-section-rule (42, 1580, 1298, 1583)
volley-place: ■ ಪಾಂಡವಪುರ: (1012, 1337, 1072, 1348)
poushtika-photo (248, 1674, 452, 1776)
col-divider-left (276, 92, 277, 1576)
samanathe-body (962, 522, 1128, 762)
city-title: ಮಂಡ್ಯ (480, 5, 606, 73)
weather-icon (680, 14, 744, 68)
kiru-s3-body (42, 726, 264, 1046)
samanathe-quote-by: ■ ಶೋಭಾ ಮಳವಳ್ಳಿ, ಪತ್ರಕರ್ತೆ (1136, 834, 1236, 845)
raitha-caption: ಪರಿಶಿಷ್ಟ ಜಾತಿ/ಪಂಗಡದ ರೈತರನ್ನು ಕಂದಾಯ ಇಲಾಖೆಯ ಅಧಿಕಾರಿಗಳು ಒಕ್ಕಲೆಬ್ಬಿಸಲು ಮುಂದಾಗಿರುವುದು ಸರಿಯಾದ ಕ್ರಮವಲ್ಲ ಎಂದು ಬಿಎಸ್‌ಪಿ ರಾಜ್ಯಾಧ್ಯಕ್ಷ ಎಂ.ಕೃಷ್ಣಮೂರ್ತಿ ಸುದ್ದಿಗೋಷ್ಠಿಯಲ್ಲಿ ಹೇಳಿದರು. (292, 1513, 672, 1539)
volley-title: ಸೆ.22ರಿಂದ ಜಿಲ್ಲಾಮಟ್ಟದ ವಾಲಿಬಾಲ್ ಪಂದ್ಯಾಟ (1012, 1280, 1286, 1331)
kiru-s1-text: ಇತಿಹಾಸ ಪ್ರಸಿದ್ಧ ಶ್ರೀ ಹೊಳೆ ಆಂಜನೇಯ ಸ್ವಾಮಿ ದೇವಸ್ಥಾನದಲ್ಲಿ ಶರನ್ನವರಾತ್ರೋತ್ಸವ ಪ್ರಯುಕ್ತ ದಿನಾಂಕ 22 ಸೋಮವಾರದಿಂದ 2ನೇ ಗುರುವಾರದವರೆಗೆ ಪ್ರತಿದಿನ ಶ್ರೀ ಮುಖ್ಯಪ್ರಾಣ ದೇವರಿಗೆ ಪೂಜೆ, ಪಂಚಾ ಮೃತ ಅಭಿಷೇಕ ವಿಶೇಷ ಅಲಂಕಾರ ಹಾಗೂ ಸಂಜೆ 6.30ಕ್ಕೆ ವಿಶೇಷವಾದ ಶೇಷವಾಹನೋತ್ಸವ, ಗಜವಾಹನೋತ್ಸವ, ಹಂಸವಾಹನೋತ್ಸವ, ಗರುಡವಾಹನೋತ್ಸವ, ಸಿಂಹ ವಾಹ ನೋತ್ಸವ ಹನುಮಂತವಾಹನೋತ್ಸವ, ಚಂದ್ರಮಂಡಲೋತ್ಸವ, ಅಶ್ವವಾಹನೋತ್ಸವ ಸೂರ್ಯಮಂಡಲೋತ್ಸವ ಹಾಗೂ ವಿಜಯದಶಮಿಯ ಪ್ರಯುಕ್ತ ಅಂಬಾರಿ ಉತ್ಸವ ಸೇವೆಗಳ ಉತ್ಸವಗಳು ನಡೆಯುತ್ತವೆ. ಈ ಎಲ್ಲಾ ಕಾರ್ಯಕ್ರಮಗಳಿಗೆ ಸಾರ್ವಜನಿಕರು ಈ ಕಾರ್ಯಕ್ರಮದಲ್ಲಿ ಭಾಗವಹಿಸಿ ಶ್ರೀ ಮುಖ್ಯಪ್ರಾಣ ದೇವರ ಅನುಗ್ರಹಕ್ಕೆ ಪಾತ್ರರಾಗಬೇಕೆಂದು ದೇವಸ್ಥಾನದ ಪ್ರಧಾನ ಅರ್ಚಕ ಶ್ರೀ ಪವನ್ ಆಚಾರ್ಯ ತಿಳಿಸಿದ್ದಾರೆ. (42, 187, 264, 346)
samanathe-text: 12ನೇ ಶತಮಾನದಲ್ಲಿ ಸಮಾನತೆಯ ಸಂದೇಶ ನೀಡಿದ ಬಸವಣ್ಣನವರ ಸರ್ವಕಾಲಿಕ ವಿಶ್ವಗುರು ವಾಗಿದ್ದಾರೆಂದು ರಾಷ್ಟ್ರಕವಿ ಕುವೆಂಪು ಪ್ರತಿಷ್ಠಾನದ ಸದಸ್ಯ ಕೆಂಪೇಗೌಡ ಹೇಳಿದರು. ಪಟ್ಟಣದ ಗಂಗಾಮತಸ್ಥರ ಸಮುದಾಯ ಭವನದಲ್ಲಿ ಶ್ರೀ ಬಸವೇಶ್ವರ ಸೇವಾ ಸಮಿತಿ ಏರ್ಪಡಿಸಿದ್ದ 2024-2025ನೇ ಸಾಲಿನ ಶ್ರೀ ವಿಶ್ವಗುರು ಪ್ರಶಸ್ತಿ ಪ್ರದಾನ ಸಮಾರಂಭದಲ್ಲಿ ಪ್ರಶಸ್ತಿ ಸ್ವೀಕರಿಸಿ ಮಾತನಾಡಿದರು. ಬಸವಣ್ಣನವರು ಜಾತಿ, ಧರ್ಮ, ಲಿಂಗ ತಾರತಮ್ಯ ನಿವಾರಣೆಗೆ ಶ್ರಮಿಸಿದರು. ಕಾಯಕವೇ ಕೈಲಾಸ ಎಂದು ಸಾರಿದರು. ಅನುಭವ ಮಂಟಪದ ಮೂಲಕ ಪ್ರಜಾಪ್ರಭುತ್ವದ ಪರಿಕಲ್ಪನೆ ನೀಡಿದರು ಎಂದು ತಿಳಿಸಿದರು. (962, 523, 1128, 682)
siri-kicker: ಪೌಷ್ಟಿಕಾಂಶ ಭದ್ರತೆ ಕಾಪಾಡಲು ಸಿರಿಧಾನ್ಯ ಪೋಷಕಾಂಶಗಳ ಆಗರ (292, 400, 634, 419)
kiru-s4-body (42, 1280, 264, 1532)
kiru-s2-title: ಎಟಿಎಂ ಕೇಂದ್ರದಲ್ಲಿ ನಾಯಿಗಳ ಹಿಂಡು (57, 418, 249, 436)
registration-marks (0, 1994, 1339, 2009)
poushtika-body3: ಬಳಕೆಯಿಂದ ಸಂಭವಿಸಬಹುದಾದ ಅಪಘಾತ ಹಾಗೂ ಆರೋಗ್ಯ ಸಮಸ್ಯೆಗಳ ಬಗ್ಗೆ ಅರಿವು ಮೂಡಿಸಲಾಯಿತು. ಶಿಶು ಅಭಿವೃದ್ಧಿ ಯೋಜನಾಧಿಕಾರಿ ಸೇರಿದಂತೆ ಅಧಿಕಾರಿಗಳು ಭಾಗವಹಿಸಿದ್ದರು. (460, 1847, 662, 1885)
poushtika-box-title: ಶಾಲಾಲು ಕಡ್ಡಾಯ ಬಳಸಿ (468, 1682, 572, 1697)
siri-title: ಸಿರಿಧಾನ್ಯ ಹೆಚ್ಚಾಗಿ ಬಳಸಿ (292, 431, 719, 496)
kiru-s4-title: ಗಣಪತಿ ವಿಸರ್ಜನೆಗೆ ಪೊಲೀಸ್ ಬಂದೋಬಸ್ತ್ (76, 1056, 230, 1093)
kiru-s2-place: ■ ಮಂಡ್ಯ: (42, 463, 83, 474)
reg-black-2 (512, 1995, 524, 2007)
masthead-date-block (42, 20, 342, 68)
col-divider-6 (1004, 1278, 1005, 1576)
kiru-s3-text: ಗ್ರಾಮೀಣ ವಿದ್ಯಾರ್ಥಿಗಳಲ್ಲಿ ಮಾನಸಿಕ ಹಾಗೂ ದೈಹಿಕವಾಗಿ ವಿಶ್ವಾಸ ಸಾಮರ್ಥ್ಯವನ್ನು ಹೊಂದಿದ್ದು, ಕೀಳರಿಮೆಯನ್ನು ಬಿಟ್ಟು ಗುರಿಯೆಡೆಗೆ ಸಾಗಬೇಕು ಎಂದು ಬಿಇಒ ಉಮಾ ತಿಳಿಸಿದರು. ಪಟ್ಟಣದ ಭಕ್ತರಹಳ್ಳಿ ಶಾಲೆಯಲ್ಲಿ ನಡೆದ 2015-26ನೇ ಸಾಲಿನ 14 ಮತ್ತು 17 ವರ್ಷ ವಯೋಮಾನದ ತಾಲ್ಲೂಕು ಮಟ್ಟದ ಕ್ರೀಡಾ ಕೂಟಕ್ಕೆ ಚಾಲನೆ ನೀಡಿ ಮಾತನಾಡಿದರು. ವಿದ್ಯಾರ್ಥಿಗಳಿಗೆ ಪಠ್ಯದ ಜೊತೆಗೆ ಪಠ್ಯೇತರ ಚಟುವಟಿಕೆಗಳು ಅತ್ಯವಶ್ಯಕವಾಗಿದ್ದು, ತಮ್ಮಲ್ಲಿರುವ ಪ್ರತಿಭೆಯನ್ನು ಹೊರ ತರುವ ಕೆಲಸ ಮಾಡಬೇಕು ಎಂದರು. ಸೋಲು ಗೆಲುವು ಲೆಕ್ಕಿಸದೆ ಕ್ರೀಡಾ ಮನೋಭಾವ ಬೆಳೆಸಿಕೊಳ್ಳಬೇಕು ಎಂದು ಸಲಹೆ ನೀಡಿದರು. (42, 727, 264, 846)
max-temp-label: ಗರಿಷ್ಠ (752, 12, 768, 22)
ganapathi-photo (42, 1098, 264, 1274)
kiru-s3-title: ಕೀಳರಿಮೆ ಬಿಡಿ: ಉಮಾ (93, 702, 213, 720)
samanathe-title: ಸಮಾನತೆ ಸಂದೇಶ ನೀಡಿದ ಬಸವಣ್ಣ (962, 422, 1277, 514)
